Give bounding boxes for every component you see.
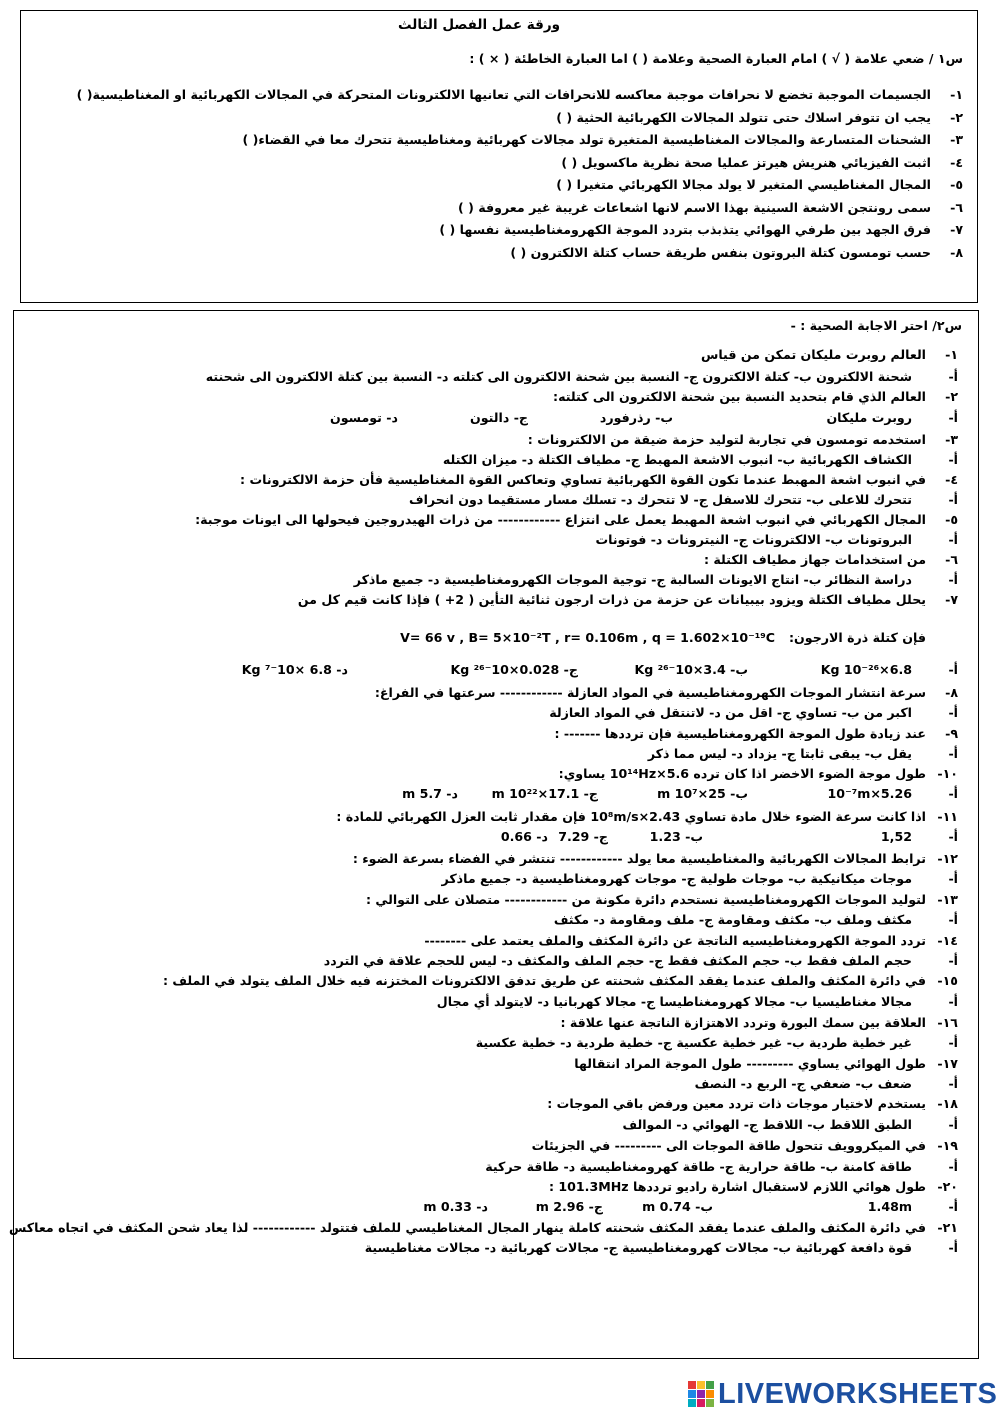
answer-options [648, 745, 958, 763]
answer-options [324, 952, 958, 970]
answer-option: د- 0.33 m [423, 1199, 488, 1214]
answer-options [549, 704, 958, 722]
line-text: طول موجة الضوء الاخضر اذا كان ترده 5.6×10¹⁴Hz يساوي: [558, 766, 926, 781]
question-line [547, 1095, 958, 1113]
answer-options [868, 1198, 958, 1216]
logo-text: LIVEWORKSHEETS [718, 1377, 998, 1410]
line-number: ١٥- [937, 973, 958, 988]
line-text: يقل ب- يبقى ثابتا ج- يزداد د- ليس مما ذكر [647, 746, 912, 761]
answer-options [354, 571, 958, 589]
line-number: ٣- [945, 432, 958, 447]
line-text: ضعف ب- ضعفي ج- الربع د- النصف [694, 1076, 912, 1091]
line-text: طاقة كامنة ب- طاقة حرارية ج- طاقة كهرومغناطيسية د- طاقة حركية [485, 1159, 912, 1174]
line-number: أ- [948, 1117, 958, 1132]
answer-option: ب- رذرفورد [599, 410, 673, 425]
line-text: 5.26×10⁻⁷m [827, 786, 912, 801]
question-line [298, 591, 958, 609]
line-number: أ- [948, 1240, 958, 1255]
answer-option: د- 6.8 ×10⁻⁷ Kg [241, 662, 348, 677]
logo-square-icon [706, 1381, 714, 1389]
line-text: عند زيادة طول الموجة الكهرومغناطيسية فإن ترددها ------- : [554, 726, 926, 741]
question-line [353, 850, 958, 868]
answer-option: د- 5.7 m [402, 786, 458, 801]
line-text: اذا كانت سرعة الضوء خلال مادة تساوي 2.43×10⁸m/s فإن مقدار ثابت العزل الكهربائي للمادة : [336, 809, 926, 824]
line-number: ١- [945, 347, 958, 362]
answer-option: ج- 7.29 [558, 829, 608, 844]
question-line [163, 972, 958, 990]
answer-options [206, 368, 958, 386]
line-number: أ- [948, 912, 958, 927]
line-text: العالم روبرت مليكان تمكن من قياس [700, 347, 926, 362]
answer-option: ج- 2.96 m [535, 1199, 603, 1214]
logo-square-icon [688, 1390, 696, 1398]
line-text: دراسة النظائر ب- انتاج الايونات السالبة ج- توجية الموجات الكهرومغناطيسية د- جميع ماذكر [353, 572, 912, 587]
line-number: أ- [948, 705, 958, 720]
item-text: اثبت الفيزيائي هنريش هيرتز عمليا صحة نظرية ماكسويل ( ) [561, 155, 931, 170]
question-line [400, 629, 958, 647]
q2-heading: س٢/ احتر الاجابة الصحية : - [790, 318, 962, 333]
line-text: في الميكروويف تتحول طاقة الموجات الى --------- في الجزيئات [531, 1138, 926, 1153]
answer-option: ج- 17.1×10²² m [491, 786, 598, 801]
item-text: الشحنات المتسارعة والمجالات المغناطيسية المتغيرة تولد مجالات كهربائية ومغناطيسية تتحرك معا في القضاء( ) [242, 132, 931, 147]
line-text: لتوليد الموجات الكهرومغناطيسية نستحدم دائرة مكونة من ------------ متصلان على التوالي : [365, 892, 926, 907]
line-number: ١١- [937, 809, 958, 824]
line-number: أ- [948, 532, 958, 547]
line-text: في انبوب اشعة المهبط عندما تكون القوة الكهربائية تساوي وتعاكس القوة المغناطيسية فأن حزمة الالكترونات : [240, 472, 926, 487]
question-line [553, 388, 958, 406]
line-number: ١٩- [937, 1138, 958, 1153]
item-number: ٢- [950, 110, 963, 125]
question-line [555, 725, 959, 743]
line-number: ٤- [945, 472, 958, 487]
line-text: من استخدامات جهاز مطياف الكتلة : [703, 552, 926, 567]
line-number: ٢١- [937, 1220, 958, 1235]
sheet-title: ورقة عمل الفصل الثالث [397, 17, 560, 33]
logo-mark-icon [688, 1381, 714, 1407]
line-text: المجال الكهربائي في انبوب اشعة المهبط يعمل على انتزاع ------------ من ذرات الهيدروجين فيحولها الى ايونات موجبة: [195, 512, 926, 527]
line-number: ٥- [945, 512, 958, 527]
line-number: أ- [948, 1159, 958, 1174]
line-text: حجم الملف فقط ب- حجم المكثف فقط ج- حجم الملف والمكثف د- ليس للحجم علاقة في التردد [323, 953, 912, 968]
logo-square-icon [697, 1399, 705, 1407]
item-text: سمى رونتجن الاشعة السينية بهذا الاسم لانها اشعاعات غريبة غير معروفة ( ) [457, 200, 931, 215]
line-text: اكبر من ب- تساوي ج- اقل من د- لاتنتقل في المواد العازلة [549, 705, 912, 720]
line-text: استخدمه تومسون في تجاربة لتوليد حزمة ضيقة من الالكترونات : [527, 432, 926, 447]
logo-square-icon [688, 1381, 696, 1389]
question-line [528, 431, 958, 449]
line-text: فإن كتلة ذرة الارجون: [789, 630, 926, 645]
line-number: أ- [948, 746, 958, 761]
question-line [549, 1178, 958, 1196]
q1-item [556, 109, 963, 127]
item-text: المجال المغناطيسي المتغير لا يولد مجالا الكهربائي متغيرا ( ) [556, 177, 931, 192]
line-number: ١٦- [937, 1015, 958, 1030]
answer-options [437, 993, 958, 1011]
line-number: ٢٠- [937, 1179, 958, 1194]
line-text: تتحرك للاعلى ب- تتحرك للاسفل ج- لا تتحرك د- تسلك مسار مستقيما دون انحراف [408, 492, 912, 507]
question-line [375, 684, 958, 702]
answer-options [826, 409, 958, 427]
line-number: أ- [948, 572, 958, 587]
answer-options [821, 661, 958, 679]
item-number: ٣- [950, 132, 963, 147]
answer-option: ج- 0.028×10⁻²⁶ Kg [450, 662, 578, 677]
line-number: ٨- [945, 685, 958, 700]
line-number: أ- [948, 662, 958, 677]
question-line [574, 1055, 958, 1073]
item-number: ٥- [950, 177, 963, 192]
answer-options [409, 491, 958, 509]
q1-item [510, 244, 963, 262]
line-number: ١٢- [937, 851, 958, 866]
line-text: تردد الموجة الكهرومغناطيسيه الناتجة عن دائرة المكثف والملف يعتمد على -------- [424, 933, 926, 948]
q1-item [77, 86, 963, 104]
logo-square-icon [706, 1390, 714, 1398]
answer-options [828, 785, 958, 803]
answer-options [443, 451, 958, 469]
line-text: الكشاف الكهربائية ب- انبوب الاشعة المهبط ج- مطياف الكتلة د- ميزان الكتله [442, 452, 912, 467]
q1-item [561, 154, 963, 172]
logo-square-icon [697, 1381, 705, 1389]
line-text: يستخدم لاختيار موجات ذات تردد معين ورفض باقي الموجات : [547, 1096, 926, 1111]
line-text: موجات ميكانيكية ب- موجات طولية ج- موجات كهرومغناطيسية د- جميع ماذكر [441, 871, 912, 886]
line-text: مجالا مغناطيسيا ب- مجالا كهرومغناطيسا ج- مجالا كهربانيا د- لايتولد أي مجال [436, 994, 912, 1009]
q1-item [242, 131, 963, 149]
answer-options [476, 1034, 958, 1052]
line-number: أ- [948, 1035, 958, 1050]
line-number: أ- [948, 994, 958, 1009]
line-text: العلاقة بين سمك البورة وتردد الاهتزازة الناتجة عنها علاقة : [560, 1015, 926, 1030]
answer-options [695, 1075, 958, 1093]
question-line [424, 932, 958, 950]
answer-options [595, 531, 958, 549]
answer-option: د- 0.66 [500, 829, 548, 844]
answer-option: ب- 1.23 [649, 829, 703, 844]
line-text: يحلل مطياف الكتلة ويزود بيبيانات عن حزمة من ذرات ارجون ثنائية التأين ( 2+ ) فإذا كانت قيم كل من [297, 592, 926, 607]
q1-item [556, 176, 963, 194]
line-text: 6.8×10⁻²⁶ Kg [820, 662, 912, 677]
line-text: طول هوائي اللازم لاستقبال اشارة راديو ترددها 101.3MHz : [548, 1179, 926, 1194]
q1-heading: س١ / ضعي علامة ( √ ) امام العبارة الصحية وعلامة ( ) اما العبارة الخاطئة ( × ) : [469, 51, 963, 66]
line-text: سرعة انتشار الموجات الكهرومغناطيسية في المواد العازلة ------------ سرعتها في الفراغ: [374, 685, 926, 700]
item-number: ٧- [950, 222, 963, 237]
line-number: أ- [948, 410, 958, 425]
line-number: ٩- [945, 726, 958, 741]
line-number: ١٤- [937, 933, 958, 948]
answer-options [622, 1116, 958, 1134]
line-number: أ- [948, 786, 958, 801]
item-text: يجب ان تتوفر اسلاك حتى تتولد المجالات الكهربائية الحثية ( ) [556, 110, 931, 125]
question-line [532, 1137, 958, 1155]
line-text: طول الهوائي يساوي --------- طول الموجة المراد انتقالها [574, 1056, 926, 1071]
question-line [195, 511, 958, 529]
q1-item [458, 199, 963, 217]
line-text: قوة دافعة كهربائية ب- مجالات كهرومغناطيسية ج- مجالات كهربائية د- مجالات مغناطيسية [364, 1240, 912, 1255]
line-number: أ- [948, 452, 958, 467]
logo-square-icon [688, 1399, 696, 1407]
line-number: ٦- [945, 552, 958, 567]
answer-options [881, 828, 958, 846]
question-line [560, 1014, 958, 1032]
liveworksheets-logo [688, 1378, 997, 1410]
answer-options [442, 870, 959, 888]
item-text: الجسيمات الموجبة تخضع لا نحرافات موجبة معاكسه للانحرافات التي تعانيها الالكترونات المتحركة في المجالات الكهربائية او المغناطيسية( ) [76, 87, 931, 102]
line-number: أ- [948, 829, 958, 844]
line-text: البروتونات ب- الالكترونات ج- النيترونات د- فوتونات [595, 532, 912, 547]
question-line [701, 346, 958, 364]
line-text: ترابط المجالات الكهربائية والمغناطيسية معا يولد ------------ تنتشر في الفضاء بسرعة الضوء : [352, 851, 926, 866]
line-number: أ- [948, 369, 958, 384]
question-line [336, 808, 958, 826]
question-line [366, 891, 958, 909]
line-text: في دائرة المكثف والملف عندما يفقد المكثف شحنته كاملة ينهار المجال المغناطيسي للملف فتتولد ------------ لذا يعاد شحن المكثف في اتجاه معاكس [8, 1220, 926, 1235]
line-number: أ- [948, 871, 958, 886]
answer-option: ب- 0.74 m [642, 1199, 713, 1214]
line-text: 1.48m [867, 1199, 912, 1214]
line-number: ٧- [945, 592, 958, 607]
question-line [9, 1219, 958, 1237]
logo-square-icon [706, 1399, 714, 1407]
item-number: ١- [950, 87, 963, 102]
logo-square-icon [697, 1390, 705, 1398]
formula-values: V= 66 v , B= 5×10⁻²T , r= 0.106m , q = 1.602×10⁻¹⁹C [400, 630, 776, 645]
answer-option: ج- دالتون [470, 410, 528, 425]
line-text: العالم الذي قام بتحديد النسبة بين شحنة الالكترون الى كتلته: [553, 389, 926, 404]
line-number: ١٧- [937, 1056, 958, 1071]
line-number: أ- [948, 492, 958, 507]
q1-item [439, 221, 963, 239]
answer-option: د- تومسون [330, 410, 398, 425]
item-text: حسب تومسون كتلة البروتون بنفس طريقة حساب كتلة الالكترون ( ) [510, 245, 931, 260]
line-number: ١٠- [937, 766, 958, 781]
line-text: روبرت مليكان [826, 410, 912, 425]
question-line [559, 765, 958, 783]
line-number: أ- [948, 1199, 958, 1214]
item-text: فرق الجهد بين طرفي الهوائي يتذبذب بتردد الموجة الكهرومغناطيسية نفسها ( ) [439, 222, 931, 237]
line-number: أ- [948, 953, 958, 968]
line-text: في دائرة المكثف والملف عندما يفقد المكثف شحنته عن طريق تدفق الالكترونات المختزنه فيه خلال الملف يتولد في الملف : [162, 973, 926, 988]
question-line [240, 471, 958, 489]
line-text: شحنة الالكترون ب- كتلة الالكترون ج- النسبة بين شحنة الالكترون الى كتلته د- النسبة بين كتلة الالكترون الى شحنته [205, 369, 912, 384]
answer-option: ب- 25×10⁷ m [657, 786, 748, 801]
answer-options [554, 911, 958, 929]
line-number: ١٣- [937, 892, 958, 907]
line-number: ١٨- [937, 1096, 958, 1111]
line-text: غير خطية طردية ب- غير خطية عكسية ج- خطية طردية د- خطية عكسية [475, 1035, 912, 1050]
answer-option: ب- 3.4×10⁻²⁶ Kg [634, 662, 748, 677]
item-number: ٨- [950, 245, 963, 260]
line-text: مكثف وملف ب- مكثف ومقاومة ج- ملف ومقاومة د- مكثف [553, 912, 912, 927]
line-number: أ- [948, 1076, 958, 1091]
item-number: ٦- [950, 200, 963, 215]
line-number: ٢- [945, 389, 958, 404]
answer-options [365, 1239, 958, 1257]
line-text: الطبق اللاقط ب- اللاقط ج- الهوائي د- الموالف [622, 1117, 912, 1132]
answer-options [485, 1158, 958, 1176]
line-text: 1,52 [880, 829, 912, 844]
item-number: ٤- [950, 155, 963, 170]
question-line [704, 551, 958, 569]
